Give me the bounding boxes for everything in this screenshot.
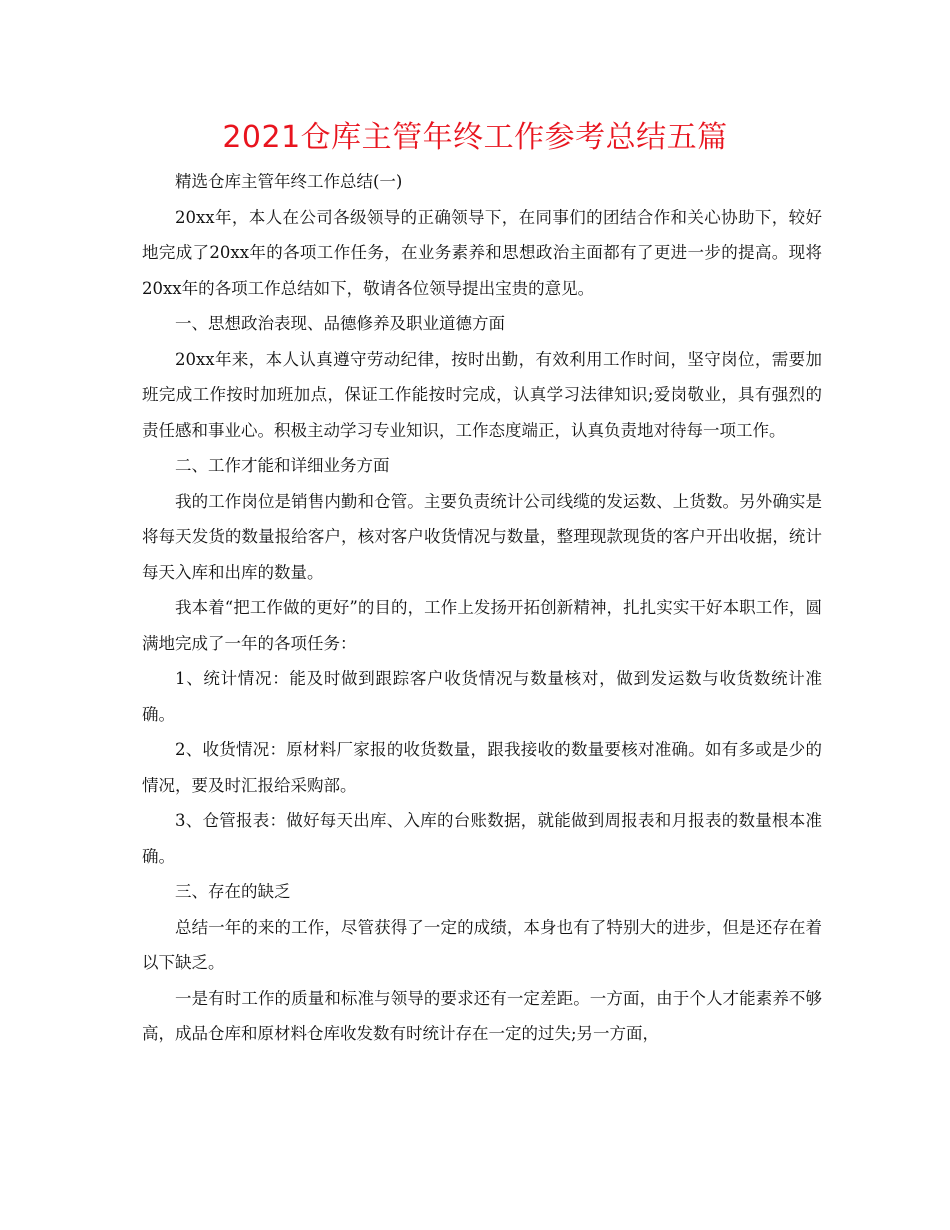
section-heading: 三、存在的缺乏: [175, 882, 291, 901]
list-item: 3、仓管报表：做好每天出库、入库的台账数据，就能做到周报表和月报表的数量根本准确。: [142, 811, 822, 866]
document-title: 2021仓库主管年终工作参考总结五篇: [222, 120, 728, 155]
list-item: 1、统计情况：能及时做到跟踪客户收货情况与数量核对，做到发运数与收货数统计准确。: [142, 669, 822, 724]
section-heading: 一、思想政治表现、品德修养及职业道德方面: [175, 314, 505, 333]
list-item: 2、收货情况：原材料厂家报的收货数量，跟我接收的数量要核对准确。如有多或是少的情况，要及时汇报给采购部。: [142, 740, 822, 795]
body-paragraph: 20xx年来，本人认真遵守劳动纪律，按时出勤，有效利用工作时间，坚守岗位，需要加班完成工作按时加班加点，保证工作能按时完成，认真学习法律知识;爱岗敬业，具有强烈的责任感和事业心。积极主动学习专业知识，工作态度端正，认真负责地对待每一项工作。: [142, 349, 822, 440]
body-paragraph: 我的工作岗位是销售内勤和仓管。主要负责统计公司线缆的发运数、上货数。另外确实是将每天发货的数量报给客户，核对客户收货情况与数量，整理现款现货的客户开出收据，统计每天入库和出库的数量。: [142, 491, 822, 582]
body-paragraph: 一是有时工作的质量和标准与领导的要求还有一定差距。一方面，由于个人才能素养不够高，成品仓库和原材料仓库收发数有时统计存在一定的过失;另一方面，: [142, 988, 822, 1043]
body-paragraph: 我本着“把工作做的更好”的目的，工作上发扬开拓创新精神，扎扎实实干好本职工作，圆满地完成了一年的各项任务：: [142, 598, 822, 653]
document-body: [142, 164, 822, 1052]
section-heading: 二、工作才能和详细业务方面: [175, 456, 390, 475]
body-paragraph: 20xx年，本人在公司各级领导的正确领导下，在同事们的团结合作和关心协助下，较好地完成了20xx年的各项工作任务，在业务素养和思想政治主面都有了更进一步的提高。现将20xx年的各项工作总结如下，敬请各位领导提出宝贵的意见。: [142, 207, 822, 298]
body-paragraph: 总结一年的来的工作，尽管获得了一定的成绩，本身也有了特别大的进步，但是还存在着以下缺乏。: [142, 917, 822, 972]
section-heading: 精选仓库主管年终工作总结(一): [175, 172, 403, 191]
